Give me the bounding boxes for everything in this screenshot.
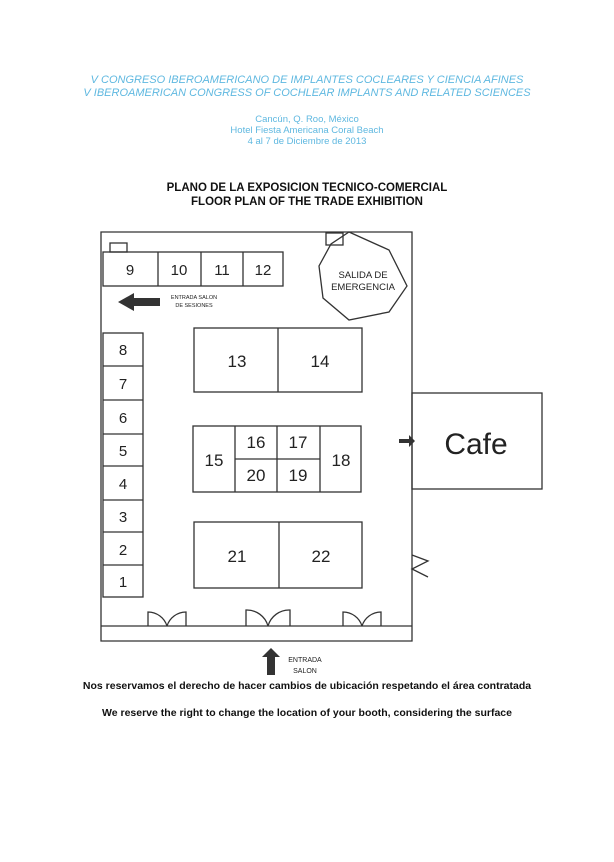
booth-20-label: 20 <box>246 466 266 485</box>
booth-22-label: 22 <box>311 547 331 566</box>
column-block <box>326 233 343 245</box>
booth-10-label: 10 <box>170 262 188 279</box>
booth-11-label: 11 <box>214 262 230 279</box>
booth-7-label: 7 <box>118 376 128 393</box>
event-dates: 4 al 7 de Diciembre de 2013 <box>247 136 367 147</box>
plan-title-es: PLANO DE LA EXPOSICION TECNICO-COMERCIAL <box>166 182 448 194</box>
booth-21-label: 21 <box>227 547 247 566</box>
hall-entrance-label-1: ENTRADA <box>288 657 322 664</box>
cafe-label: Cafe <box>444 428 508 461</box>
booth-2-label: 2 <box>118 542 128 559</box>
congress-title-en: V IBEROAMERICAN CONGRESS OF COCHLEAR IMPLANTS AND RELATED SCIENCES <box>83 87 531 99</box>
booth-18-label: 18 <box>331 451 351 470</box>
arrow-up-icon <box>262 648 280 675</box>
venue-hotel: Hotel Fiesta Americana Coral Beach <box>230 125 384 136</box>
emergency-exit-label-2: EMERGENCIA <box>331 282 395 293</box>
session-entrance-label-2: DE SESIONES <box>175 303 213 309</box>
disclaimer-en: We reserve the right to change the location of your booth, considering the surface <box>102 707 512 719</box>
session-entrance-label-1: ENTRADA SALON <box>170 295 218 301</box>
booth-block-21-22 <box>194 522 362 588</box>
booth-14-label: 14 <box>310 352 330 371</box>
booth-9-label: 9 <box>125 262 135 279</box>
booth-13-label: 13 <box>227 352 247 371</box>
booth-8-label: 8 <box>118 342 128 359</box>
booth-3-label: 3 <box>118 509 128 526</box>
venue-city: Cancún, Q. Roo, México <box>255 114 359 125</box>
side-door <box>412 555 428 577</box>
booth-6-label: 6 <box>118 410 128 427</box>
front-door-center <box>246 610 290 626</box>
hall-entrance-label-2: SALON <box>293 668 317 675</box>
booth-5-label: 5 <box>118 443 128 460</box>
booth-12-label: 12 <box>254 262 272 279</box>
front-door-right <box>343 612 381 626</box>
disclaimer-es: Nos reservamos el derecho de hacer cambios de ubicación respetando el área contratada <box>82 680 532 692</box>
booth-19-label: 19 <box>288 466 308 485</box>
column-block <box>110 243 127 252</box>
booth-17-label: 17 <box>288 433 308 452</box>
congress-title-es: V CONGRESO IBEROAMERICANO DE IMPLANTES COCLEARES Y CIENCIA AFINES <box>90 74 524 86</box>
emergency-exit-label-1: SALIDA DE <box>338 270 388 281</box>
booth-4-label: 4 <box>118 476 128 493</box>
front-door-left <box>148 612 186 626</box>
booth-1-label: 1 <box>118 574 128 591</box>
plan-title-en: FLOOR PLAN OF THE TRADE EXHIBITION <box>191 196 423 208</box>
booth-16-label: 16 <box>246 433 266 452</box>
arrow-left-icon <box>118 293 160 311</box>
booth-15-label: 15 <box>204 451 224 470</box>
